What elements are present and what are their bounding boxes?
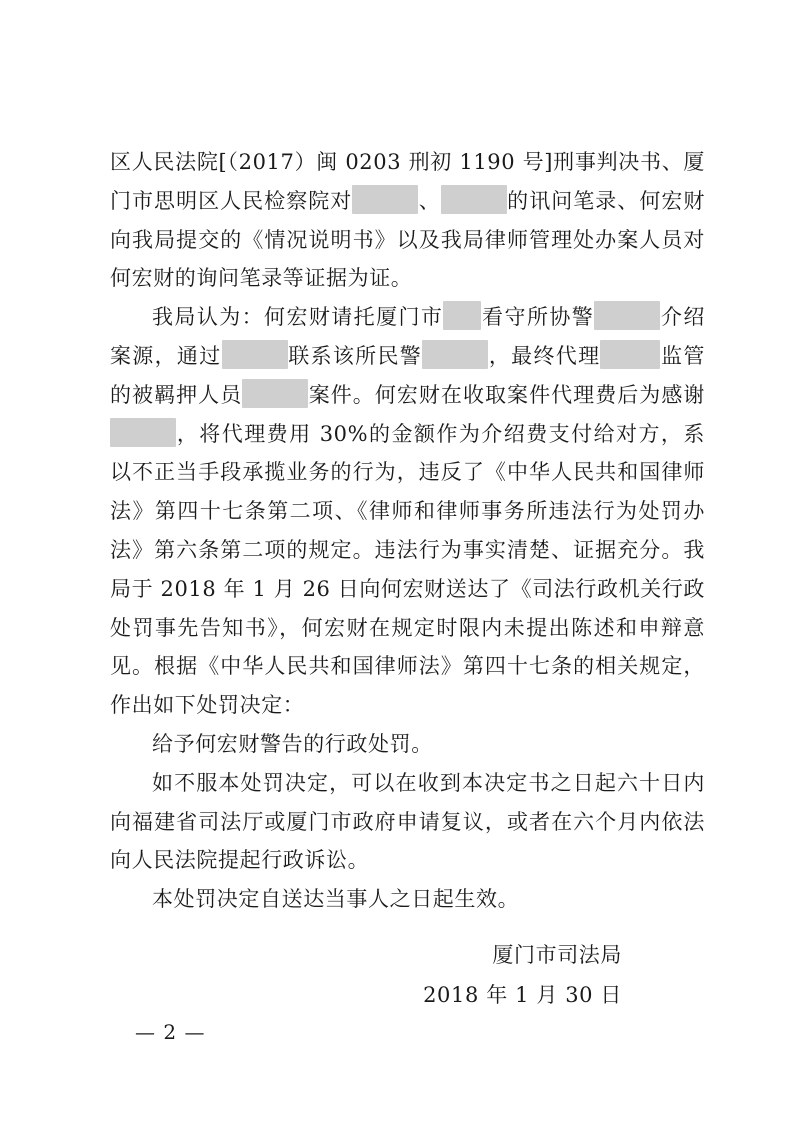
paragraph-text: 我局认为：何宏财请托厦门市 <box>152 305 444 330</box>
paragraph-text: ，最终代理 <box>488 343 601 368</box>
redaction-block <box>422 340 488 369</box>
paragraph-text: 联系该所民警 <box>287 343 423 368</box>
document-body <box>110 143 705 919</box>
redaction-block <box>594 301 660 330</box>
paragraph-2 <box>110 298 705 725</box>
issuer-name: 厦门市司法局 <box>492 943 622 967</box>
redaction-block <box>352 185 418 214</box>
paragraph-text: 看守所协警 <box>481 305 595 330</box>
paragraph-4 <box>110 764 705 880</box>
paragraph-text: 的讯问笔录、何宏财向我局提交的《情况说明书》以及我局律师管理处办案人员对何宏财的询问笔录等证据为证。 <box>110 188 705 291</box>
redaction-block <box>600 340 660 369</box>
paragraph-text: ，将代理费用 30%的金额作为介绍费支付给对方，系以不正当手段承揽业务的行为，违反了《中华人民共和国律师法》第四十七条第二项、《律师和律师事务所违法行为处罚办法》第六条第二项的规定。违法行为事实清楚、证据充分。我局于 2018 年 1 月 26 日向何宏财送达了《司法行政机关行政处罚事先告知书》，何宏财在规定时限内未提出陈述和申辩意见。根据《中华人民共和国律师法》第四十七条的相关规定，作出如下处罚决定： <box>110 421 705 718</box>
redaction-block <box>242 379 308 408</box>
paragraph-text: 如不服本处罚决定，可以在收到本决定书之日起六十日内向福建省司法厅或厦门市政府申请复议，或者在六个月内依法向人民法院提起行政诉讼。 <box>110 770 705 873</box>
redaction-block <box>110 418 176 447</box>
paragraph-text: 监管的被羁押人员 <box>110 343 706 407</box>
signature-block <box>423 935 622 1015</box>
paragraph-text: 区人民法院[（2017）闽 0203 刑初 1190 号]刑事判决书、厦门市思明区人民检察院对 <box>110 150 705 213</box>
redaction-block <box>222 340 288 369</box>
paragraph-text: 案件。何宏财在收取案件代理费后为感谢 <box>308 382 705 407</box>
redaction-block <box>441 185 507 214</box>
paragraph-text: 给予何宏财警告的行政处罚。 <box>152 731 433 756</box>
paragraph-1 <box>110 143 705 298</box>
paragraph-text: 、 <box>418 188 441 213</box>
redaction-block <box>443 301 481 330</box>
paragraph-3 <box>110 725 705 764</box>
paragraph-text: 本处罚决定自送达当事人之日起生效。 <box>152 887 520 912</box>
page-number: — 2 — <box>135 1020 206 1044</box>
paragraph-text: 介绍案源，通过 <box>110 305 706 368</box>
paragraph-5 <box>110 880 705 919</box>
issue-date: 2018 年 1 月 30 日 <box>423 983 622 1007</box>
